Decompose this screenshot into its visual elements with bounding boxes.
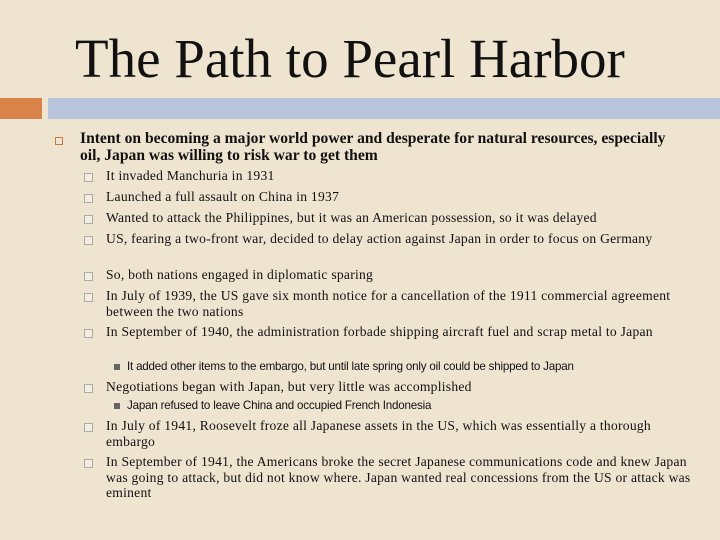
- title-accent-bar-blue: [48, 98, 720, 119]
- bullet-box-icon: [84, 459, 93, 468]
- bullet-item: In September of 1941, the Americans broke the secret Japanese communications code and knew Japan was going to attack, but did not know where. Japan wanted real concessions from the US or attack was eminent: [106, 454, 691, 500]
- bullet-square-icon: [55, 137, 63, 145]
- bullet-item: Negotiations began with Japan, but very little was accomplished: [106, 379, 472, 394]
- bullet-box-icon: [84, 423, 93, 432]
- bullet-item: So, both nations engaged in diplomatic sparing: [106, 267, 374, 282]
- title-accent-bar-orange: [0, 98, 42, 119]
- sub-bullet-item: Japan refused to leave China and occupied French Indonesia: [127, 399, 432, 412]
- bullet-box-icon: [84, 293, 93, 302]
- sub-bullet-item: It added other items to the embargo, but until late spring only oil could be shipped to Japan: [127, 360, 574, 373]
- bullet-item: Launched a full assault on China in 1937: [106, 189, 340, 204]
- bullet-box-icon: [84, 329, 93, 338]
- bullet-item: It invaded Manchuria in 1931: [106, 168, 275, 183]
- slide-title: The Path to Pearl Harbor: [75, 28, 625, 89]
- bullet-item: In July of 1939, the US gave six month notice for a cancellation of the 1911 commercial agreement between the two nations: [106, 288, 671, 319]
- bullet-box-icon: [84, 194, 93, 203]
- sub-bullet-square-icon: [114, 403, 120, 409]
- bullet-item: US, fearing a two-front war, decided to delay action against Japan in order to focus on Germany: [106, 231, 653, 246]
- bullet-item: In September of 1940, the administration forbade shipping aircraft fuel and scrap metal to Japan: [106, 324, 653, 339]
- bullet-box-icon: [84, 272, 93, 281]
- sub-bullet-square-icon: [114, 364, 120, 370]
- main-point: Intent on becoming a major world power and desperate for natural resources, especially oil, Japan was willing to risk war to get them: [80, 130, 666, 164]
- bullet-box-icon: [84, 384, 93, 393]
- bullet-box-icon: [84, 173, 93, 182]
- bullet-box-icon: [84, 236, 93, 245]
- bullet-item: In July of 1941, Roosevelt froze all Japanese assets in the US, which was essentially a thorough embargo: [106, 418, 651, 449]
- bullet-item: Wanted to attack the Philippines, but it was an American possession, so it was delayed: [106, 210, 597, 225]
- bullet-box-icon: [84, 215, 93, 224]
